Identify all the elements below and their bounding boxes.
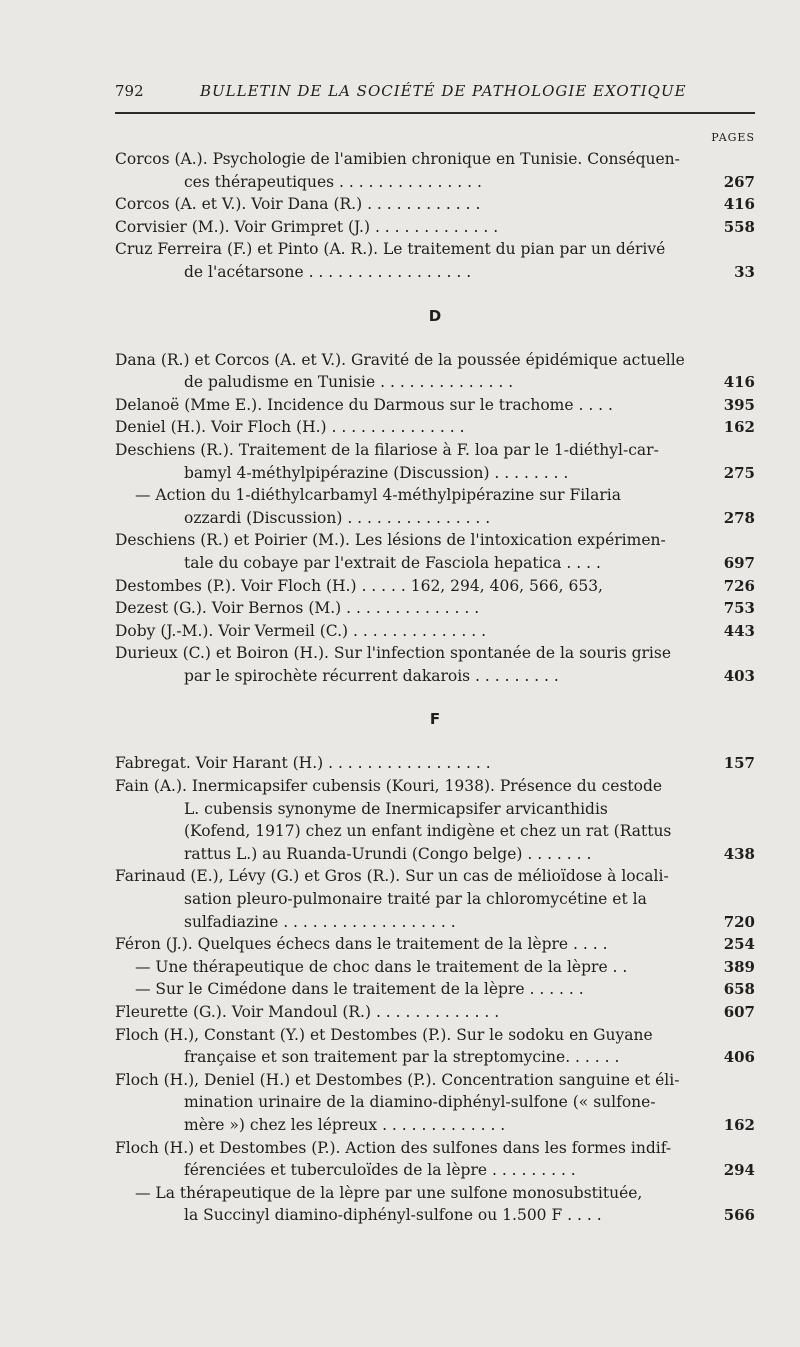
index-entry (115, 216, 755, 239)
entry-page-number: 278 (723, 508, 755, 527)
section-letter: F (429, 710, 441, 729)
entry-line: Dezest (G.). Voir Bernos (M.) . . . . . . . . . . . . . . (115, 599, 480, 618)
index-entry (115, 1069, 755, 1137)
index-entry (115, 1182, 755, 1227)
index-entry (115, 148, 755, 193)
entry-line: de paludisme en Tunisie . . . . . . . . . . . . . . (184, 373, 514, 392)
entry-page-number: 254 (723, 935, 755, 954)
entry-line: sulfadiazine . . . . . . . . . . . . . . . . . . (184, 912, 456, 931)
index-entry (115, 1001, 755, 1024)
index-entry (115, 933, 755, 956)
index-entry (115, 575, 755, 598)
entry-line: mination urinaire de la diamino-diphényl-sulfone (« sulfone- (184, 1093, 656, 1112)
index-entry (115, 349, 755, 394)
entry-page-number: 294 (723, 1161, 755, 1180)
entry-line: Delanoë (Mme E.). Incidence du Darmous sur le trachome . . . . (115, 395, 613, 414)
entry-line: férenciées et tuberculoïdes de la lèpre . . . . . . . . . (184, 1161, 576, 1180)
entry-line: Deschiens (R.). Traitement de la filariose à F. loa par le 1-diéthyl-car- (115, 440, 659, 459)
index-entry (115, 620, 755, 643)
entry-line: ces thérapeutiques . . . . . . . . . . . . . . . (184, 172, 482, 191)
entry-line: Corcos (A.). Psychologie de l'amibien chronique en Tunisie. Conséquen- (115, 150, 680, 168)
entry-line: Deniel (H.). Voir Floch (H.) . . . . . . . . . . . . . . (115, 418, 465, 437)
entry-page-number: 566 (723, 1206, 755, 1225)
entry-page-number: 33 (734, 262, 755, 281)
entry-line: tale du cobaye par l'extrait de Fasciola hepatica . . . . (184, 553, 601, 572)
entry-line: L. cubensis synonyme de Inermicapsifer arvicanthidis (184, 799, 608, 818)
entry-page-number: 726 (723, 576, 755, 595)
index-body (115, 148, 755, 1227)
entry-line: Floch (H.), Constant (Y.) et Destombes (P.). Sur le sodoku en Guyane (115, 1025, 653, 1044)
entry-line: Floch (H.) et Destombes (P.). Action des sulfones dans les formes indif- (115, 1138, 672, 1157)
index-entry (115, 775, 755, 865)
index-entry (115, 597, 755, 620)
entry-line: Doby (J.-M.). Voir Vermeil (C.) . . . . . . . . . . . . . . (115, 621, 487, 640)
section-letter: D (428, 306, 442, 325)
entry-page-number: 658 (723, 980, 755, 999)
entry-page-number: 389 (723, 957, 755, 976)
index-entry (115, 978, 755, 1001)
index-entry (115, 394, 755, 417)
entry-page-number: 275 (723, 463, 755, 482)
entry-line: — Sur le Cimédone dans le traitement de la lèpre . . . . . . (135, 980, 584, 999)
index-entry (115, 642, 755, 687)
index-entry (115, 193, 755, 216)
entry-line: — Une thérapeutique de choc dans le traitement de la lèpre . . (135, 957, 628, 976)
entry-line: française et son traitement par la streptomycine. . . . . . (184, 1048, 620, 1067)
index-entry (115, 238, 755, 283)
entry-line: Farinaud (E.), Lévy (G.) et Gros (R.). Sur un cas de mélioïdose à locali- (115, 867, 669, 886)
index-entry (115, 865, 755, 933)
entry-page-number: 558 (723, 217, 755, 236)
entry-line: Floch (H.), Deniel (H.) et Destombes (P.). Concentration sanguine et éli- (115, 1070, 680, 1089)
running-title: BULLETIN DE LA SOCIÉTÉ DE PATHOLOGIE EXOTIQUE (200, 82, 687, 100)
entry-line: Deschiens (R.) et Poirier (M.). Les lésions de l'intoxication expérimen- (115, 531, 666, 550)
entry-page-number: 438 (723, 844, 755, 863)
entry-line: sation pleuro-pulmonaire traité par la chloromycétine et la (184, 890, 647, 909)
entry-line: ozzardi (Discussion) . . . . . . . . . . . . . . . (184, 508, 491, 527)
entry-line: Fleurette (G.). Voir Mandoul (R.) . . . . . . . . . . . . . (115, 1003, 500, 1021)
entry-line: par le spirochète récurrent dakarois . . . . . . . . . (184, 666, 559, 685)
entry-line: Cruz Ferreira (F.) et Pinto (A. R.). Le traitement du pian par un dérivé (115, 240, 666, 259)
entry-line: Fabregat. Voir Harant (H.) . . . . . . . . . . . . . . . . . (115, 754, 491, 773)
entry-line: — Action du 1-diéthylcarbamyl 4-méthylpipérazine sur Filaria (135, 486, 621, 505)
index-entry (115, 439, 755, 484)
entry-line: — La thérapeutique de la lèpre par une sulfone monosubstituée, (135, 1183, 643, 1202)
index-entry (115, 956, 755, 979)
entry-line: Durieux (C.) et Boiron (H.). Sur l'infection spontanée de la souris grise (115, 644, 672, 663)
entry-page-number: 267 (723, 172, 755, 191)
entry-page-number: 162 (723, 418, 755, 437)
entry-page-number: 395 (723, 395, 755, 414)
entry-page-number: 416 (723, 373, 755, 392)
entry-line: Destombes (P.). Voir Floch (H.) . . . . . 162, 294, 406, 566, 653, (115, 576, 603, 595)
index-entry (115, 1137, 755, 1182)
entry-page-number: 416 (723, 195, 755, 214)
entry-line: (Kofend, 1917) chez un enfant indigène et chez un rat (Rattus (184, 822, 672, 841)
entry-page-number: 720 (723, 912, 755, 931)
entry-page-number: 753 (723, 599, 755, 618)
index-entry (115, 416, 755, 439)
entry-page-number: 443 (723, 621, 755, 640)
entry-page-number: 406 (723, 1048, 755, 1067)
entry-line: rattus L.) au Ruanda-Urundi (Congo belge) . . . . . . . (184, 844, 592, 863)
entry-page-number: 403 (723, 666, 755, 685)
entry-line: bamyl 4-méthylpipérazine (Discussion) . . . . . . . . (184, 463, 569, 482)
entry-line: Corcos (A. et V.). Voir Dana (R.) . . . . . . . . . . . . (115, 195, 481, 214)
entry-page-number: 607 (723, 1003, 755, 1021)
entry-page-number: 697 (723, 553, 755, 572)
index-entry (115, 752, 755, 775)
entry-line: Corvisier (M.). Voir Grimpret (J.) . . . . . . . . . . . . . (115, 217, 499, 236)
entry-line: mère ») chez les lépreux . . . . . . . . . . . . . (184, 1115, 506, 1134)
entry-page-number: 162 (723, 1115, 755, 1134)
entry-line: Dana (R.) et Corcos (A. et V.). Gravité de la poussée épidémique actuelle (115, 350, 685, 369)
entry-page-number: 157 (723, 754, 755, 773)
page-number: 792 (115, 82, 144, 100)
entry-line: de l'acétarsone . . . . . . . . . . . . . . . . . (184, 262, 472, 281)
entry-line: la Succinyl diamino-diphényl-sulfone ou 1.500 F . . . . (184, 1206, 602, 1225)
entry-line: Fain (A.). Inermicapsifer cubensis (Kouri, 1938). Présence du cestode (115, 777, 663, 796)
entry-line: Féron (J.). Quelques échecs dans le traitement de la lèpre . . . . (115, 935, 608, 954)
index-entry (115, 1024, 755, 1069)
index-entry (115, 529, 755, 574)
index-entry (115, 484, 755, 529)
running-header (115, 82, 755, 114)
pages-column-label: PAGES (711, 131, 755, 144)
